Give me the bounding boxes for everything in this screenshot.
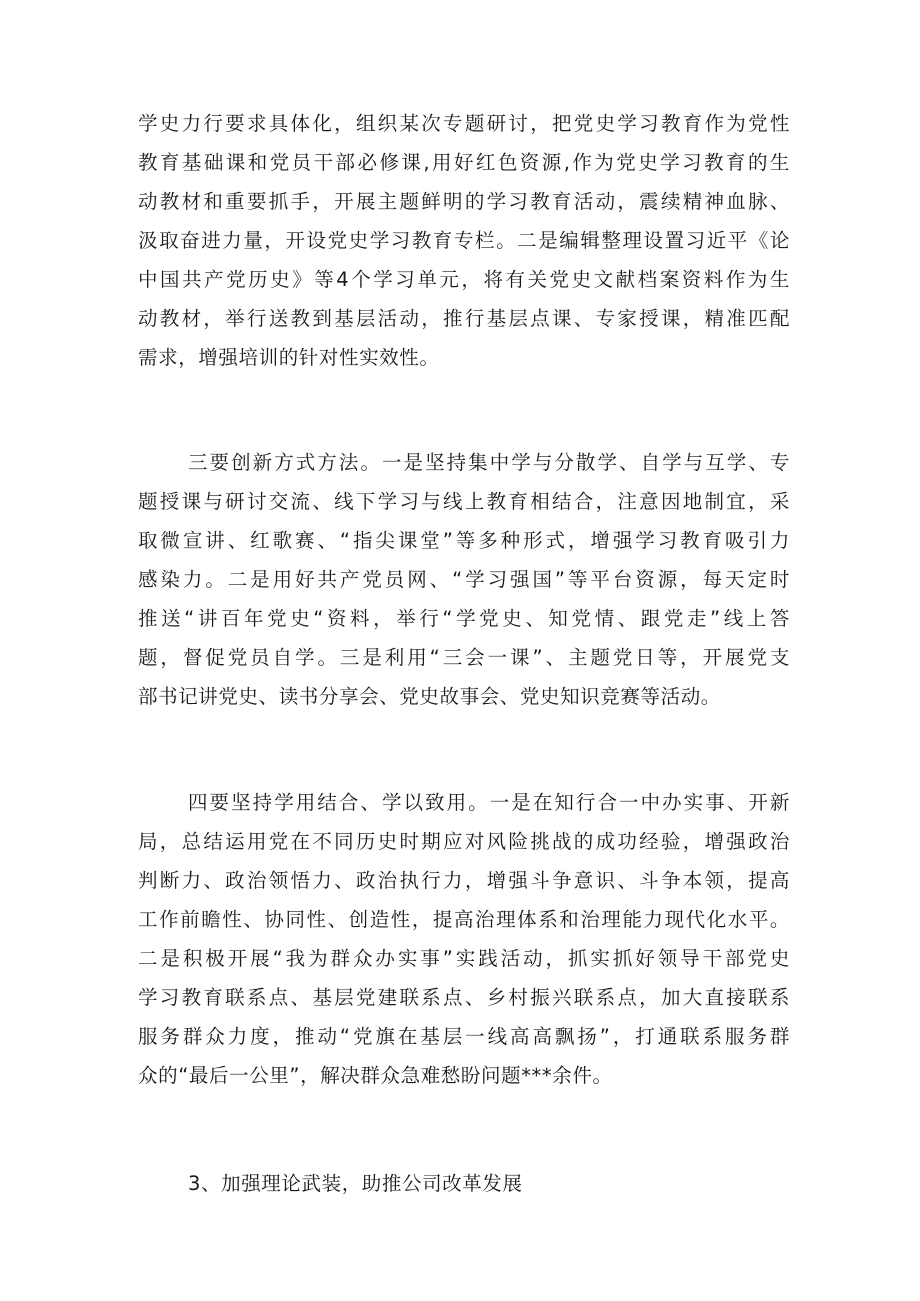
text-line: 局，总结运用党在不同历史时期应对风险挑战的成功经验，增强政治 — [138, 830, 790, 853]
paragraph-1 — [138, 104, 790, 377]
text-line: 题，督促党员自学。三是利用“三会一课”、主题党日等，开展党支 — [138, 646, 790, 669]
text-line: 服务群众力度，推动“党旗在基层一线高高飘扬”，打通联系服务群 — [138, 1025, 790, 1048]
paragraph-2 — [138, 443, 790, 716]
text-line: 教育基础课和党员干部必修课,用好红色资源,作为党史学习教育的生 — [138, 151, 790, 174]
text-line: 推送“讲百年党史“资料，举行“学党史、知党情、跟党走”线上答 — [138, 607, 790, 630]
text-line: 动教材和重要抓手，开展主题鲜明的学习教育活动，震续精神血脉、 — [138, 190, 790, 213]
text-line: 题授课与研讨交流、线下学习与线上教育相结合，注意因地制宜，采 — [138, 490, 790, 513]
paragraph-3 — [138, 783, 790, 1095]
text-line: 取微宣讲、红歌赛、“指尖课堂”等多种形式，增强学习教育吸引力 — [138, 529, 790, 552]
text-line: 动教材，举行送教到基层活动，推行基层点课、专家授课，精准匹配 — [138, 307, 790, 330]
text-line: 四要坚持学用结合、学以致用。一是在知行合一中办实事、开新 — [188, 791, 790, 814]
section-heading: 3、加强理论武装，助推公司改革发展 — [188, 1172, 523, 1195]
text-line: 学史力行要求具体化，组织某次专题研讨，把党史学习教育作为党性 — [138, 112, 790, 135]
text-line: 部书记讲党史、读书分享会、党史故事会、党史知识竞赛等活动。 — [138, 685, 721, 708]
text-line: 汲取奋进力量，开设党史学习教育专栏。二是编辑整理设置习近平《论 — [138, 229, 790, 252]
text-line: 众的“最后一公里”，解决群众急难愁盼问题***余件。 — [138, 1064, 613, 1087]
text-line: 需求，增强培训的针对性实效性。 — [138, 346, 440, 369]
text-line: 三要创新方式方法。一是坚持集中学与分散学、自学与互学、专 — [188, 451, 790, 474]
text-line: 判断力、政治领悟力、政治执行力，增强斗争意识、斗争本领，提高 — [138, 869, 790, 892]
text-line: 工作前瞻性、协同性、创造性，提高治理体系和治理能力现代化水平。 — [138, 908, 790, 931]
text-line: 中国共产党历史》等4个学习单元，将有关党史文献档案资料作为生 — [138, 268, 790, 291]
text-line: 学习教育联系点、基层党建联系点、乡村振兴联系点，加大直接联系 — [138, 986, 790, 1009]
text-line: 感染力。二是用好共产党员网、“学习强国”等平台资源，每天定时 — [138, 568, 790, 591]
text-line: 二是积极开展“我为群众办实事”实践活动，抓实抓好领导干部党史 — [138, 947, 790, 970]
